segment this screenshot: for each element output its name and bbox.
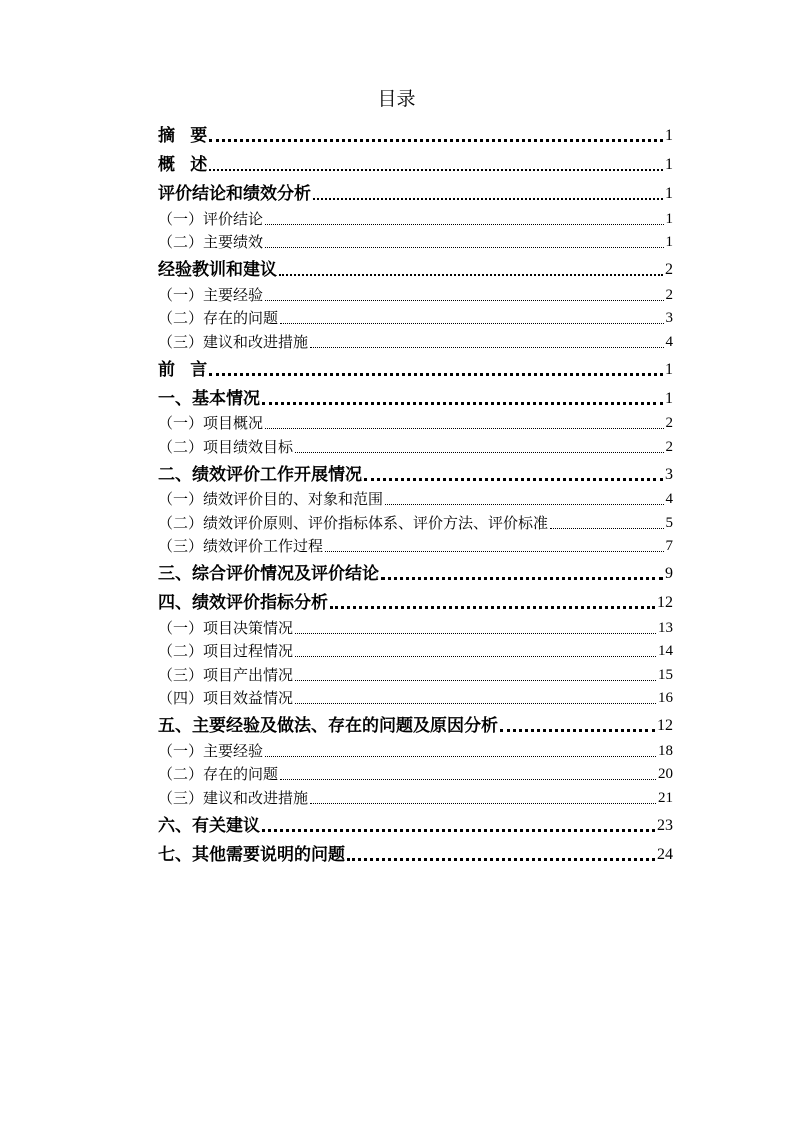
toc-dot-leader xyxy=(265,247,663,248)
toc-page-number: 3 xyxy=(665,465,673,483)
toc-entry-label: （二）主要绩效 xyxy=(158,233,264,251)
toc-page-number: 24 xyxy=(657,845,673,863)
toc-page-number: 14 xyxy=(658,643,673,659)
toc-entry-label: 一、基本情况 xyxy=(158,388,260,409)
toc-dot-leader xyxy=(500,729,655,732)
toc-page-number: 2 xyxy=(665,415,673,431)
toc-entry-label: （三）建议和改进措施 xyxy=(158,788,309,807)
toc-page-number: 2 xyxy=(665,286,673,303)
toc-entry-subsection[interactable] xyxy=(158,685,673,709)
toc-page-number: 15 xyxy=(658,666,673,683)
toc-entry-label: 四、绩效评价指标分析 xyxy=(158,593,328,613)
toc-entry-section[interactable] xyxy=(158,381,673,410)
toc-dot-leader xyxy=(310,803,656,804)
toc-entry-section[interactable] xyxy=(158,585,673,614)
toc-entry-section[interactable] xyxy=(158,118,673,147)
toc-dot-leader xyxy=(280,779,656,780)
toc-dot-leader xyxy=(381,577,663,580)
toc-entry-label: （三）建议和改进措施 xyxy=(158,332,309,351)
toc-entry-label: 前言 xyxy=(158,359,223,380)
toc-entry-section[interactable] xyxy=(158,147,673,176)
toc-page-number: 2 xyxy=(665,438,673,455)
toc-page-number: 7 xyxy=(665,538,673,554)
toc-page-number: 1 xyxy=(665,389,673,407)
toc-entry-subsection[interactable] xyxy=(158,486,673,510)
toc-entry-section[interactable] xyxy=(158,252,673,281)
toc-entry-label: （一）项目概况 xyxy=(158,414,264,432)
toc-entry-subsection[interactable] xyxy=(158,205,673,229)
toc-page-number: 9 xyxy=(665,565,673,582)
toc-dot-leader xyxy=(325,551,663,552)
toc-dot-leader xyxy=(209,169,663,171)
toc-page-number: 12 xyxy=(657,594,673,611)
toc-entry-subsection[interactable] xyxy=(158,229,673,253)
toc-dot-leader xyxy=(265,224,663,225)
toc-dot-leader xyxy=(310,347,663,348)
toc-entry-subsection[interactable] xyxy=(158,761,673,785)
toc-dot-leader xyxy=(209,139,663,142)
toc-page-number: 18 xyxy=(658,742,673,759)
toc-entry-label: 摘要 xyxy=(158,126,223,146)
toc-dot-leader xyxy=(279,274,663,276)
toc-page-number: 20 xyxy=(658,766,673,782)
toc-entry-label: （一）绩效评价目的、对象和范围 xyxy=(158,490,384,508)
toc-page-number: 1 xyxy=(665,234,673,250)
toc-page-number: 23 xyxy=(657,816,673,834)
toc-dot-leader xyxy=(209,373,663,376)
toc-dot-leader xyxy=(295,656,656,657)
toc-dot-leader xyxy=(364,478,663,481)
toc-entry-subsection[interactable] xyxy=(158,305,673,329)
toc-page-number: 3 xyxy=(665,310,673,326)
toc-entry-subsection[interactable] xyxy=(158,509,673,533)
toc-dot-leader xyxy=(265,756,656,757)
toc-entry-subsection[interactable] xyxy=(158,638,673,662)
toc-entry-section[interactable] xyxy=(158,708,673,737)
toc-entry-label: 经验教训和建议 xyxy=(158,260,277,280)
toc-entry-label: （四）项目效益情况 xyxy=(158,689,294,707)
toc-page-number: 13 xyxy=(658,619,673,636)
toc-entry-label: 七、其他需要说明的问题 xyxy=(158,844,345,865)
toc-page-number: 4 xyxy=(665,491,673,507)
toc-dot-leader xyxy=(280,323,663,324)
toc-entry-label: （二）存在的问题 xyxy=(158,765,279,783)
toc-entry-label: 六、有关建议 xyxy=(158,815,260,836)
toc-page-number: 12 xyxy=(657,717,673,734)
toc-entry-section[interactable] xyxy=(158,176,673,205)
toc-page-number: 1 xyxy=(665,185,673,202)
toc-dot-leader xyxy=(295,680,656,681)
toc-entry-subsection[interactable] xyxy=(158,281,673,305)
toc-dot-leader xyxy=(262,402,663,405)
toc-page-number: 5 xyxy=(665,514,673,531)
toc-entry-section[interactable] xyxy=(158,837,673,866)
toc-page-number: 21 xyxy=(658,789,673,806)
toc-page-number: 1 xyxy=(665,210,673,227)
toc-entry-section[interactable] xyxy=(158,808,673,837)
toc-entry-subsection[interactable] xyxy=(158,410,673,434)
table-of-contents xyxy=(158,118,673,866)
toc-entry-section[interactable] xyxy=(158,556,673,585)
toc-entry-label: （二）项目过程情况 xyxy=(158,642,294,660)
toc-dot-leader xyxy=(385,504,663,505)
toc-entry-subsection[interactable] xyxy=(158,614,673,638)
toc-dot-leader xyxy=(550,528,663,529)
toc-entry-label: 概述 xyxy=(158,155,223,175)
toc-entry-section[interactable] xyxy=(158,352,673,381)
toc-dot-leader xyxy=(295,703,656,704)
toc-dot-leader xyxy=(295,633,656,634)
toc-entry-subsection[interactable] xyxy=(158,433,673,457)
toc-entry-subsection[interactable] xyxy=(158,533,673,557)
toc-entry-label: （一）主要经验 xyxy=(158,741,264,760)
toc-entry-label: （一）评价结论 xyxy=(158,209,264,228)
toc-entry-label: （二）绩效评价原则、评价指标体系、评价方法、评价标准 xyxy=(158,513,549,532)
toc-page-number: 1 xyxy=(665,360,673,378)
toc-page-number: 1 xyxy=(665,156,673,173)
toc-dot-leader xyxy=(265,300,663,301)
toc-entry-section[interactable] xyxy=(158,457,673,486)
toc-entry-label: 三、综合评价情况及评价结论 xyxy=(158,564,379,584)
toc-page-number: 2 xyxy=(665,261,673,278)
toc-page-number: 4 xyxy=(665,333,673,350)
toc-dot-leader xyxy=(313,198,663,200)
toc-entry-subsection[interactable] xyxy=(158,328,673,352)
toc-entry-label: 评价结论和绩效分析 xyxy=(158,184,311,204)
toc-entry-label: （二）项目绩效目标 xyxy=(158,437,294,456)
toc-dot-leader xyxy=(295,452,663,453)
toc-entry-subsection[interactable] xyxy=(158,661,673,685)
toc-page-number: 16 xyxy=(658,690,673,706)
toc-dot-leader xyxy=(347,858,655,861)
toc-entry-label: 二、绩效评价工作开展情况 xyxy=(158,464,362,485)
toc-page-number: 1 xyxy=(665,127,673,144)
toc-entry-label: 五、主要经验及做法、存在的问题及原因分析 xyxy=(158,716,498,736)
toc-dot-leader xyxy=(265,428,663,429)
toc-dot-leader xyxy=(330,606,655,609)
toc-entry-label: （二）存在的问题 xyxy=(158,309,279,327)
toc-entry-subsection[interactable] xyxy=(158,737,673,761)
toc-entry-subsection[interactable] xyxy=(158,784,673,808)
page-title: 目录 xyxy=(377,88,416,110)
toc-entry-label: （三）绩效评价工作过程 xyxy=(158,537,324,555)
toc-entry-label: （一）主要经验 xyxy=(158,285,264,304)
toc-dot-leader xyxy=(262,829,655,832)
toc-entry-label: （三）项目产出情况 xyxy=(158,665,294,684)
toc-entry-label: （一）项目决策情况 xyxy=(158,618,294,637)
